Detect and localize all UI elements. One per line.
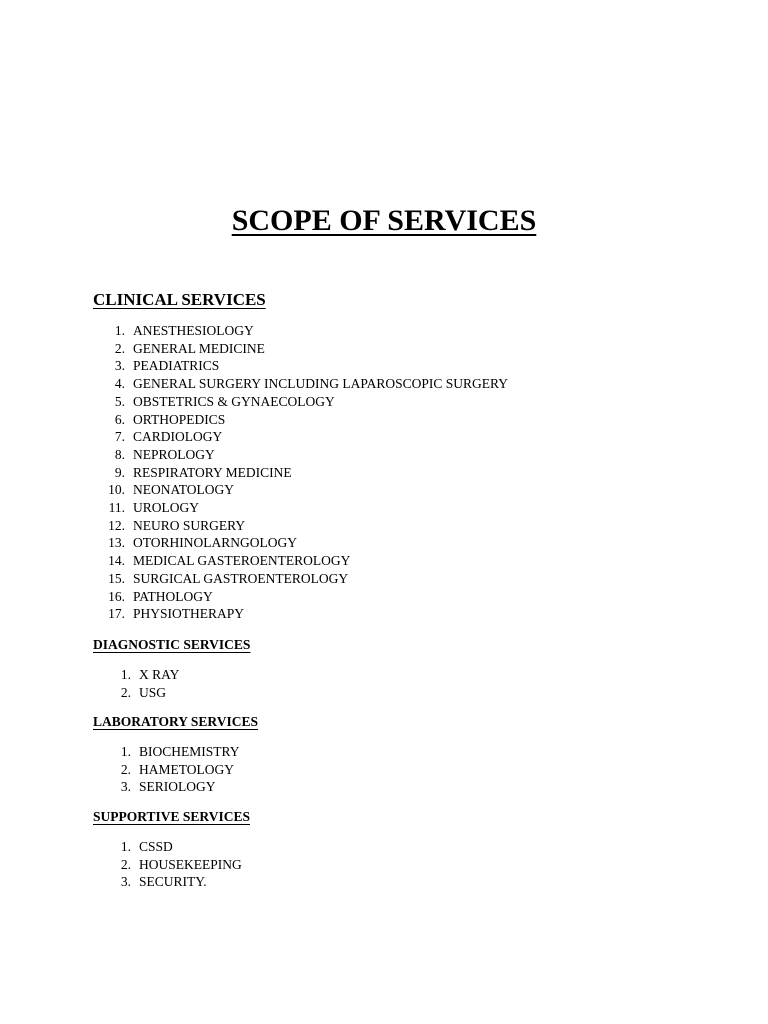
list-item-text: PHYSIOTHERAPY: [133, 606, 245, 622]
list-item-text: PEADIATRICS: [133, 358, 220, 374]
list-item: [108, 588, 508, 606]
list-item-number: 15.: [108, 570, 125, 586]
list-item: [120, 684, 179, 702]
list-item-number: 2.: [120, 856, 131, 872]
list-item-text: PATHOLOGY: [133, 588, 213, 604]
list-item-text: CARDIOLOGY: [133, 429, 223, 445]
list-item-text: OTORHINOLARNGOLOGY: [133, 535, 297, 551]
list-item-number: 17.: [108, 606, 125, 622]
laboratory-services-list: [120, 743, 240, 796]
list-item-text: X RAY: [139, 667, 180, 682]
list-item-text: MEDICAL GASTEROENTEROLOGY: [133, 553, 351, 569]
list-item-number: 8.: [114, 446, 125, 462]
list-item-text: NEONATOLOGY: [133, 482, 234, 498]
list-item-text: ORTHOPEDICS: [133, 411, 226, 427]
list-item: [108, 481, 508, 499]
list-item-number: 11.: [108, 500, 125, 516]
clinical-services-list: [108, 322, 509, 623]
list-item-text: CSSD: [139, 839, 173, 854]
list-item-number: 5.: [114, 393, 125, 409]
section-heading-laboratory: LABORATORY SERVICES: [93, 714, 258, 729]
list-item: [108, 517, 508, 535]
list-item: [120, 761, 240, 779]
list-item-number: 10.: [108, 482, 125, 498]
list-item: [114, 446, 508, 464]
list-item: [108, 570, 508, 588]
list-item-number: 4.: [114, 376, 125, 392]
page-title: [0, 203, 768, 239]
list-item: [108, 605, 508, 623]
list-item-number: 12.: [108, 517, 125, 533]
list-item: [120, 873, 242, 891]
list-item: [114, 357, 508, 375]
list-item-text: USG: [139, 684, 167, 700]
list-item: [114, 393, 508, 411]
section-heading-diagnostic: DIAGNOSTIC SERVICES: [93, 637, 251, 652]
list-item-number: 2.: [114, 340, 125, 356]
list-item-text: NEURO SURGERY: [133, 517, 246, 533]
list-item: [120, 856, 242, 874]
list-item: [114, 340, 508, 358]
list-item: [114, 411, 508, 429]
list-item-text: HAMETOLOGY: [139, 761, 234, 777]
list-item-text: OBSTETRICS & GYNAECOLOGY: [133, 393, 335, 409]
list-item: [120, 838, 242, 856]
list-item: [114, 322, 508, 340]
list-item-number: 3.: [120, 779, 131, 795]
list-item-number: 14.: [108, 553, 125, 569]
section-heading-clinical: CLINICAL SERVICES: [93, 290, 266, 309]
list-item: [120, 778, 240, 796]
page-title-text: SCOPE OF SERVICES: [231, 204, 537, 237]
list-item-number: 16.: [108, 588, 125, 604]
list-item-number: 13.: [108, 535, 125, 551]
list-item-number: 1.: [120, 839, 131, 854]
list-item-text: SURGICAL GASTROENTEROLOGY: [133, 570, 349, 586]
diagnostic-services-list: [120, 666, 180, 701]
list-item-number: 3.: [114, 358, 125, 374]
list-item: [114, 428, 508, 446]
list-item-number: 6.: [114, 411, 125, 427]
list-item: [114, 464, 508, 482]
list-item: [120, 743, 240, 761]
list-item: [114, 375, 509, 393]
list-item-number: 7.: [114, 429, 125, 445]
list-item: [108, 552, 508, 570]
list-item: [108, 534, 508, 552]
list-item-text: NEPROLOGY: [133, 446, 215, 462]
list-item-number: 2.: [120, 684, 131, 700]
list-item-number: 2.: [120, 761, 131, 777]
section-heading-supportive: SUPPORTIVE SERVICES: [93, 809, 250, 824]
list-item-text: UROLOGY: [133, 500, 199, 516]
list-item-text: GENERAL SURGERY INCLUDING LAPAROSCOPIC SURGERY: [133, 376, 509, 392]
list-item-text: SERIOLOGY: [139, 779, 216, 795]
list-item-number: 9.: [114, 464, 125, 480]
list-item: [108, 499, 508, 517]
list-item-number: 1.: [114, 323, 125, 338]
list-item-number: 1.: [120, 667, 131, 682]
list-item-number: 1.: [120, 744, 131, 759]
list-item-text: ANESTHESIOLOGY: [133, 323, 254, 338]
list-item-text: GENERAL MEDICINE: [133, 340, 265, 356]
list-item-text: RESPIRATORY MEDICINE: [133, 464, 292, 480]
list-item-number: 3.: [120, 874, 131, 890]
supportive-services-list: [120, 838, 242, 891]
list-item: [120, 666, 180, 684]
list-item-text: SECURITY.: [139, 874, 207, 890]
list-item-text: HOUSEKEEPING: [139, 856, 242, 872]
list-item-text: BIOCHEMISTRY: [139, 744, 240, 759]
